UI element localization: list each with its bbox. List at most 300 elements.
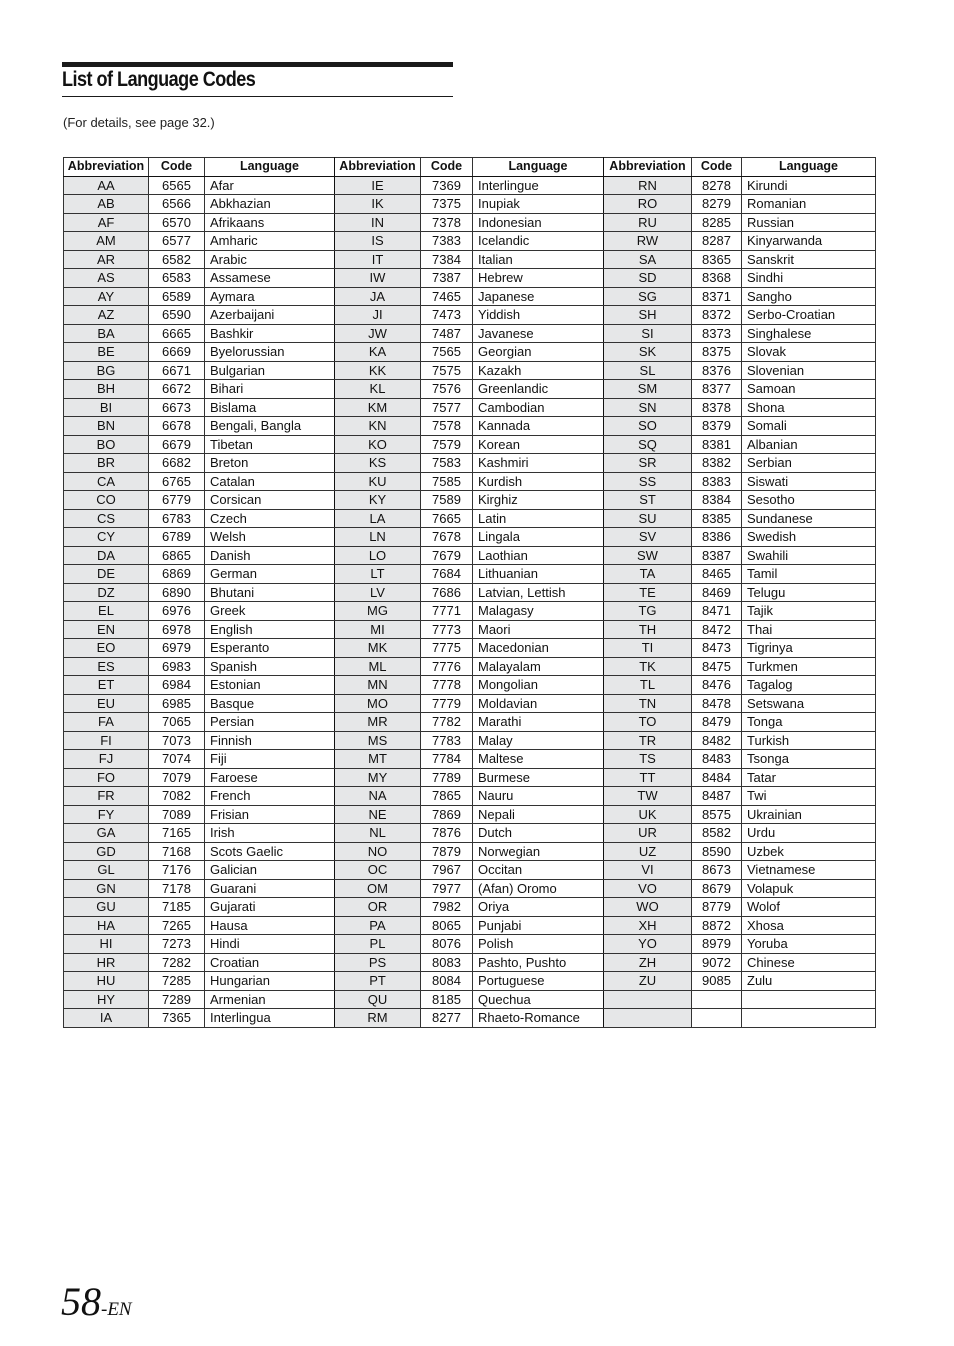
abbreviation-cell: AB: [64, 195, 149, 214]
language-cell: Kirghiz: [473, 491, 604, 510]
language-cell: Nauru: [473, 787, 604, 806]
language-cell: Interlingua: [205, 1009, 335, 1028]
abbreviation-cell: ES: [64, 657, 149, 676]
abbreviation-cell: TO: [604, 713, 692, 732]
abbreviation-cell: BA: [64, 324, 149, 343]
abbreviation-cell: FJ: [64, 750, 149, 769]
table-body: [64, 176, 876, 1027]
code-cell: 7384: [421, 250, 473, 269]
table-row: [64, 731, 876, 750]
language-cell: Tibetan: [205, 435, 335, 454]
language-cell: Arabic: [205, 250, 335, 269]
code-cell: 8376: [692, 361, 742, 380]
page-number-suffix: -EN: [101, 1299, 132, 1320]
table-row: [64, 805, 876, 824]
language-cell: Twi: [742, 787, 876, 806]
language-cell: Greek: [205, 602, 335, 621]
abbreviation-cell: KL: [335, 380, 421, 399]
table-row: [64, 250, 876, 269]
code-cell: 8479: [692, 713, 742, 732]
code-cell: 9085: [692, 972, 742, 991]
language-cell: Basque: [205, 694, 335, 713]
language-cell: Bashkir: [205, 324, 335, 343]
header-code: Code: [149, 158, 205, 177]
header-abbreviation: Abbreviation: [604, 158, 692, 177]
abbreviation-cell: [604, 1009, 692, 1028]
code-cell: 6779: [149, 491, 205, 510]
table-row: [64, 509, 876, 528]
abbreviation-cell: SH: [604, 306, 692, 325]
table-row: [64, 916, 876, 935]
code-cell: 7776: [421, 657, 473, 676]
language-cell: Slovenian: [742, 361, 876, 380]
table-row: [64, 528, 876, 547]
language-cell: Tatar: [742, 768, 876, 787]
code-cell: 7074: [149, 750, 205, 769]
abbreviation-cell: PA: [335, 916, 421, 935]
code-cell: 7487: [421, 324, 473, 343]
abbreviation-cell: KN: [335, 417, 421, 436]
abbreviation-cell: RM: [335, 1009, 421, 1028]
code-cell: 7977: [421, 879, 473, 898]
table-row: [64, 491, 876, 510]
code-cell: 6789: [149, 528, 205, 547]
language-cell: Faroese: [205, 768, 335, 787]
abbreviation-cell: KM: [335, 398, 421, 417]
abbreviation-cell: RN: [604, 176, 692, 195]
language-cell: Czech: [205, 509, 335, 528]
abbreviation-cell: IE: [335, 176, 421, 195]
code-cell: 7369: [421, 176, 473, 195]
code-cell: 8582: [692, 824, 742, 843]
code-cell: 6583: [149, 269, 205, 288]
language-cell: Oriya: [473, 898, 604, 917]
abbreviation-cell: BH: [64, 380, 149, 399]
abbreviation-cell: MK: [335, 639, 421, 658]
code-cell: 7779: [421, 694, 473, 713]
table-row: [64, 361, 876, 380]
abbreviation-cell: TN: [604, 694, 692, 713]
language-cell: Sindhi: [742, 269, 876, 288]
code-cell: 7982: [421, 898, 473, 917]
abbreviation-cell: TL: [604, 676, 692, 695]
abbreviation-cell: ZH: [604, 953, 692, 972]
header-language: Language: [473, 158, 604, 177]
language-cell: Yiddish: [473, 306, 604, 325]
language-cell: Afrikaans: [205, 213, 335, 232]
code-cell: 7686: [421, 583, 473, 602]
abbreviation-cell: TR: [604, 731, 692, 750]
abbreviation-cell: OR: [335, 898, 421, 917]
language-cell: Singhalese: [742, 324, 876, 343]
language-cell: Norwegian: [473, 842, 604, 861]
table-row: [64, 398, 876, 417]
table-row: [64, 324, 876, 343]
abbreviation-cell: RW: [604, 232, 692, 251]
language-cell: [742, 990, 876, 1009]
abbreviation-cell: SV: [604, 528, 692, 547]
code-cell: 8679: [692, 879, 742, 898]
language-cell: Breton: [205, 454, 335, 473]
table-row: [64, 602, 876, 621]
language-cell: Shona: [742, 398, 876, 417]
code-cell: 8279: [692, 195, 742, 214]
language-cell: Volapuk: [742, 879, 876, 898]
abbreviation-cell: ST: [604, 491, 692, 510]
table-row: [64, 380, 876, 399]
language-cell: Frisian: [205, 805, 335, 824]
language-cell: Burmese: [473, 768, 604, 787]
abbreviation-cell: LO: [335, 546, 421, 565]
language-cell: Turkmen: [742, 657, 876, 676]
abbreviation-cell: OC: [335, 861, 421, 880]
language-cell: Thai: [742, 620, 876, 639]
table-row: [64, 768, 876, 787]
code-cell: 6682: [149, 454, 205, 473]
abbreviation-cell: SQ: [604, 435, 692, 454]
language-cell: Bulgarian: [205, 361, 335, 380]
code-cell: 8478: [692, 694, 742, 713]
abbreviation-cell: UK: [604, 805, 692, 824]
code-cell: 6577: [149, 232, 205, 251]
table-row: [64, 713, 876, 732]
language-cell: Ukrainian: [742, 805, 876, 824]
abbreviation-cell: MR: [335, 713, 421, 732]
abbreviation-cell: LN: [335, 528, 421, 547]
language-cell: Bislama: [205, 398, 335, 417]
abbreviation-cell: EO: [64, 639, 149, 658]
table-row: [64, 879, 876, 898]
abbreviation-cell: FI: [64, 731, 149, 750]
abbreviation-cell: ZU: [604, 972, 692, 991]
top-rule: [62, 62, 453, 67]
code-cell: 6983: [149, 657, 205, 676]
language-cell: Turkish: [742, 731, 876, 750]
table-row: [64, 269, 876, 288]
language-cell: Malagasy: [473, 602, 604, 621]
language-cell: Bengali, Bangla: [205, 417, 335, 436]
code-cell: 6566: [149, 195, 205, 214]
language-cell: Croatian: [205, 953, 335, 972]
language-cell: Hungarian: [205, 972, 335, 991]
abbreviation-cell: TS: [604, 750, 692, 769]
code-cell: 7289: [149, 990, 205, 1009]
code-cell: 8372: [692, 306, 742, 325]
abbreviation-cell: SR: [604, 454, 692, 473]
language-cell: Amharic: [205, 232, 335, 251]
language-cell: Maori: [473, 620, 604, 639]
abbreviation-cell: IW: [335, 269, 421, 288]
abbreviation-cell: NE: [335, 805, 421, 824]
language-cell: Byelorussian: [205, 343, 335, 362]
table-row: [64, 213, 876, 232]
abbreviation-cell: TT: [604, 768, 692, 787]
language-cell: Punjabi: [473, 916, 604, 935]
language-cell: Malayalam: [473, 657, 604, 676]
code-cell: 6765: [149, 472, 205, 491]
code-cell: 7589: [421, 491, 473, 510]
header-abbreviation: Abbreviation: [64, 158, 149, 177]
code-cell: [692, 990, 742, 1009]
abbreviation-cell: FA: [64, 713, 149, 732]
abbreviation-cell: BN: [64, 417, 149, 436]
language-cell: Polish: [473, 935, 604, 954]
code-cell: 8979: [692, 935, 742, 954]
language-cell: Interlingue: [473, 176, 604, 195]
abbreviation-cell: PL: [335, 935, 421, 954]
code-cell: 7285: [149, 972, 205, 991]
language-cell: Swedish: [742, 528, 876, 547]
header-abbreviation: Abbreviation: [335, 158, 421, 177]
abbreviation-cell: LA: [335, 509, 421, 528]
abbreviation-cell: RU: [604, 213, 692, 232]
language-cell: Bihari: [205, 380, 335, 399]
code-cell: 6678: [149, 417, 205, 436]
language-cell: Uzbek: [742, 842, 876, 861]
language-cell: Tamil: [742, 565, 876, 584]
code-cell: 8278: [692, 176, 742, 195]
table-row: [64, 195, 876, 214]
details-note: (For details, see page 32.): [63, 115, 215, 130]
language-cell: Serbo-Croatian: [742, 306, 876, 325]
language-cell: Romanian: [742, 195, 876, 214]
code-cell: 8285: [692, 213, 742, 232]
code-cell: 7775: [421, 639, 473, 658]
code-cell: 8065: [421, 916, 473, 935]
language-cell: Macedonian: [473, 639, 604, 658]
abbreviation-cell: AS: [64, 269, 149, 288]
abbreviation-cell: KY: [335, 491, 421, 510]
table-row: [64, 176, 876, 195]
code-cell: 7771: [421, 602, 473, 621]
abbreviation-cell: GA: [64, 824, 149, 843]
table-row: [64, 565, 876, 584]
abbreviation-cell: SK: [604, 343, 692, 362]
code-cell: 8185: [421, 990, 473, 1009]
language-cell: Irish: [205, 824, 335, 843]
language-cell: Greenlandic: [473, 380, 604, 399]
abbreviation-cell: FY: [64, 805, 149, 824]
language-cell: Tagalog: [742, 676, 876, 695]
language-cell: English: [205, 620, 335, 639]
language-cell: Tajik: [742, 602, 876, 621]
code-cell: 8483: [692, 750, 742, 769]
abbreviation-cell: HR: [64, 953, 149, 972]
code-cell: 8471: [692, 602, 742, 621]
code-cell: 7176: [149, 861, 205, 880]
abbreviation-cell: GL: [64, 861, 149, 880]
table-row: [64, 232, 876, 251]
language-cell: Occitan: [473, 861, 604, 880]
abbreviation-cell: TW: [604, 787, 692, 806]
language-cell: Javanese: [473, 324, 604, 343]
code-cell: 7579: [421, 435, 473, 454]
language-cell: Cambodian: [473, 398, 604, 417]
language-cell: Catalan: [205, 472, 335, 491]
abbreviation-cell: GN: [64, 879, 149, 898]
code-cell: 8379: [692, 417, 742, 436]
code-cell: 9072: [692, 953, 742, 972]
language-cell: Aymara: [205, 287, 335, 306]
abbreviation-cell: IK: [335, 195, 421, 214]
abbreviation-cell: UR: [604, 824, 692, 843]
abbreviation-cell: SU: [604, 509, 692, 528]
abbreviation-cell: SG: [604, 287, 692, 306]
code-cell: 8590: [692, 842, 742, 861]
language-cell: Armenian: [205, 990, 335, 1009]
language-cell: French: [205, 787, 335, 806]
abbreviation-cell: TK: [604, 657, 692, 676]
code-cell: 6869: [149, 565, 205, 584]
code-cell: 6590: [149, 306, 205, 325]
code-cell: 6589: [149, 287, 205, 306]
code-cell: 7585: [421, 472, 473, 491]
table-row: [64, 898, 876, 917]
language-cell: Slovak: [742, 343, 876, 362]
language-cell: Rhaeto-Romance: [473, 1009, 604, 1028]
language-cell: Kinyarwanda: [742, 232, 876, 251]
abbreviation-cell: BI: [64, 398, 149, 417]
abbreviation-cell: AZ: [64, 306, 149, 325]
abbreviation-cell: TH: [604, 620, 692, 639]
table-row: [64, 1009, 876, 1028]
abbreviation-cell: IA: [64, 1009, 149, 1028]
language-cell: Malay: [473, 731, 604, 750]
header-code: Code: [692, 158, 742, 177]
language-cell: Scots Gaelic: [205, 842, 335, 861]
abbreviation-cell: CY: [64, 528, 149, 547]
language-cell: Samoan: [742, 380, 876, 399]
table-row: [64, 306, 876, 325]
language-cell: Danish: [205, 546, 335, 565]
abbreviation-cell: CA: [64, 472, 149, 491]
code-cell: 7869: [421, 805, 473, 824]
code-cell: 8385: [692, 509, 742, 528]
code-cell: 7576: [421, 380, 473, 399]
code-cell: 7783: [421, 731, 473, 750]
language-cell: Indonesian: [473, 213, 604, 232]
code-cell: 8378: [692, 398, 742, 417]
language-cell: Bhutani: [205, 583, 335, 602]
code-cell: 8381: [692, 435, 742, 454]
language-cell: Assamese: [205, 269, 335, 288]
code-cell: 8872: [692, 916, 742, 935]
abbreviation-cell: KA: [335, 343, 421, 362]
abbreviation-cell: SD: [604, 269, 692, 288]
abbreviation-cell: LT: [335, 565, 421, 584]
code-cell: 6890: [149, 583, 205, 602]
language-cell: Italian: [473, 250, 604, 269]
language-cell: Guarani: [205, 879, 335, 898]
table-row: [64, 953, 876, 972]
header-language: Language: [742, 158, 876, 177]
abbreviation-cell: KS: [335, 454, 421, 473]
code-cell: 6976: [149, 602, 205, 621]
code-cell: 6665: [149, 324, 205, 343]
language-cell: Korean: [473, 435, 604, 454]
page-title: List of Language Codes: [62, 68, 256, 91]
code-cell: 7665: [421, 509, 473, 528]
abbreviation-cell: MN: [335, 676, 421, 695]
abbreviation-cell: KU: [335, 472, 421, 491]
code-cell: 6672: [149, 380, 205, 399]
abbreviation-cell: SA: [604, 250, 692, 269]
table-row: [64, 750, 876, 769]
code-cell: 7165: [149, 824, 205, 843]
language-cell: Laothian: [473, 546, 604, 565]
code-cell: 7578: [421, 417, 473, 436]
code-cell: 7784: [421, 750, 473, 769]
code-cell: 7387: [421, 269, 473, 288]
language-cell: Kannada: [473, 417, 604, 436]
language-cell: Welsh: [205, 528, 335, 547]
code-cell: 8482: [692, 731, 742, 750]
abbreviation-cell: PT: [335, 972, 421, 991]
code-cell: 6673: [149, 398, 205, 417]
language-cell: Kazakh: [473, 361, 604, 380]
code-cell: 7185: [149, 898, 205, 917]
abbreviation-cell: EL: [64, 602, 149, 621]
abbreviation-cell: ML: [335, 657, 421, 676]
abbreviation-cell: BO: [64, 435, 149, 454]
abbreviation-cell: XH: [604, 916, 692, 935]
abbreviation-cell: AF: [64, 213, 149, 232]
table-row: [64, 842, 876, 861]
table-row: [64, 694, 876, 713]
abbreviation-cell: SW: [604, 546, 692, 565]
language-cell: Kurdish: [473, 472, 604, 491]
language-cell: Fiji: [205, 750, 335, 769]
language-cell: Esperanto: [205, 639, 335, 658]
abbreviation-cell: JI: [335, 306, 421, 325]
language-cell: Estonian: [205, 676, 335, 695]
page-number-value: 58: [61, 1279, 101, 1324]
code-cell: 8779: [692, 898, 742, 917]
table-row: [64, 620, 876, 639]
language-cell: Kashmiri: [473, 454, 604, 473]
language-cell: Zulu: [742, 972, 876, 991]
abbreviation-cell: UZ: [604, 842, 692, 861]
language-cell: Setswana: [742, 694, 876, 713]
table-row: [64, 657, 876, 676]
code-cell: 6865: [149, 546, 205, 565]
table-row: [64, 787, 876, 806]
abbreviation-cell: TG: [604, 602, 692, 621]
language-cell: Gujarati: [205, 898, 335, 917]
code-cell: 7265: [149, 916, 205, 935]
code-cell: 8383: [692, 472, 742, 491]
code-cell: 7967: [421, 861, 473, 880]
language-cell: Maltese: [473, 750, 604, 769]
code-cell: 7383: [421, 232, 473, 251]
code-cell: 7073: [149, 731, 205, 750]
abbreviation-cell: AA: [64, 176, 149, 195]
language-cell: Urdu: [742, 824, 876, 843]
code-cell: 7282: [149, 953, 205, 972]
page-number: [61, 1278, 132, 1325]
code-cell: 8277: [421, 1009, 473, 1028]
code-cell: 8368: [692, 269, 742, 288]
code-cell: 8387: [692, 546, 742, 565]
table-row: [64, 546, 876, 565]
language-cell: Portuguese: [473, 972, 604, 991]
code-cell: [692, 1009, 742, 1028]
abbreviation-cell: AY: [64, 287, 149, 306]
code-cell: 8375: [692, 343, 742, 362]
code-cell: 8475: [692, 657, 742, 676]
abbreviation-cell: NA: [335, 787, 421, 806]
abbreviation-cell: YO: [604, 935, 692, 954]
